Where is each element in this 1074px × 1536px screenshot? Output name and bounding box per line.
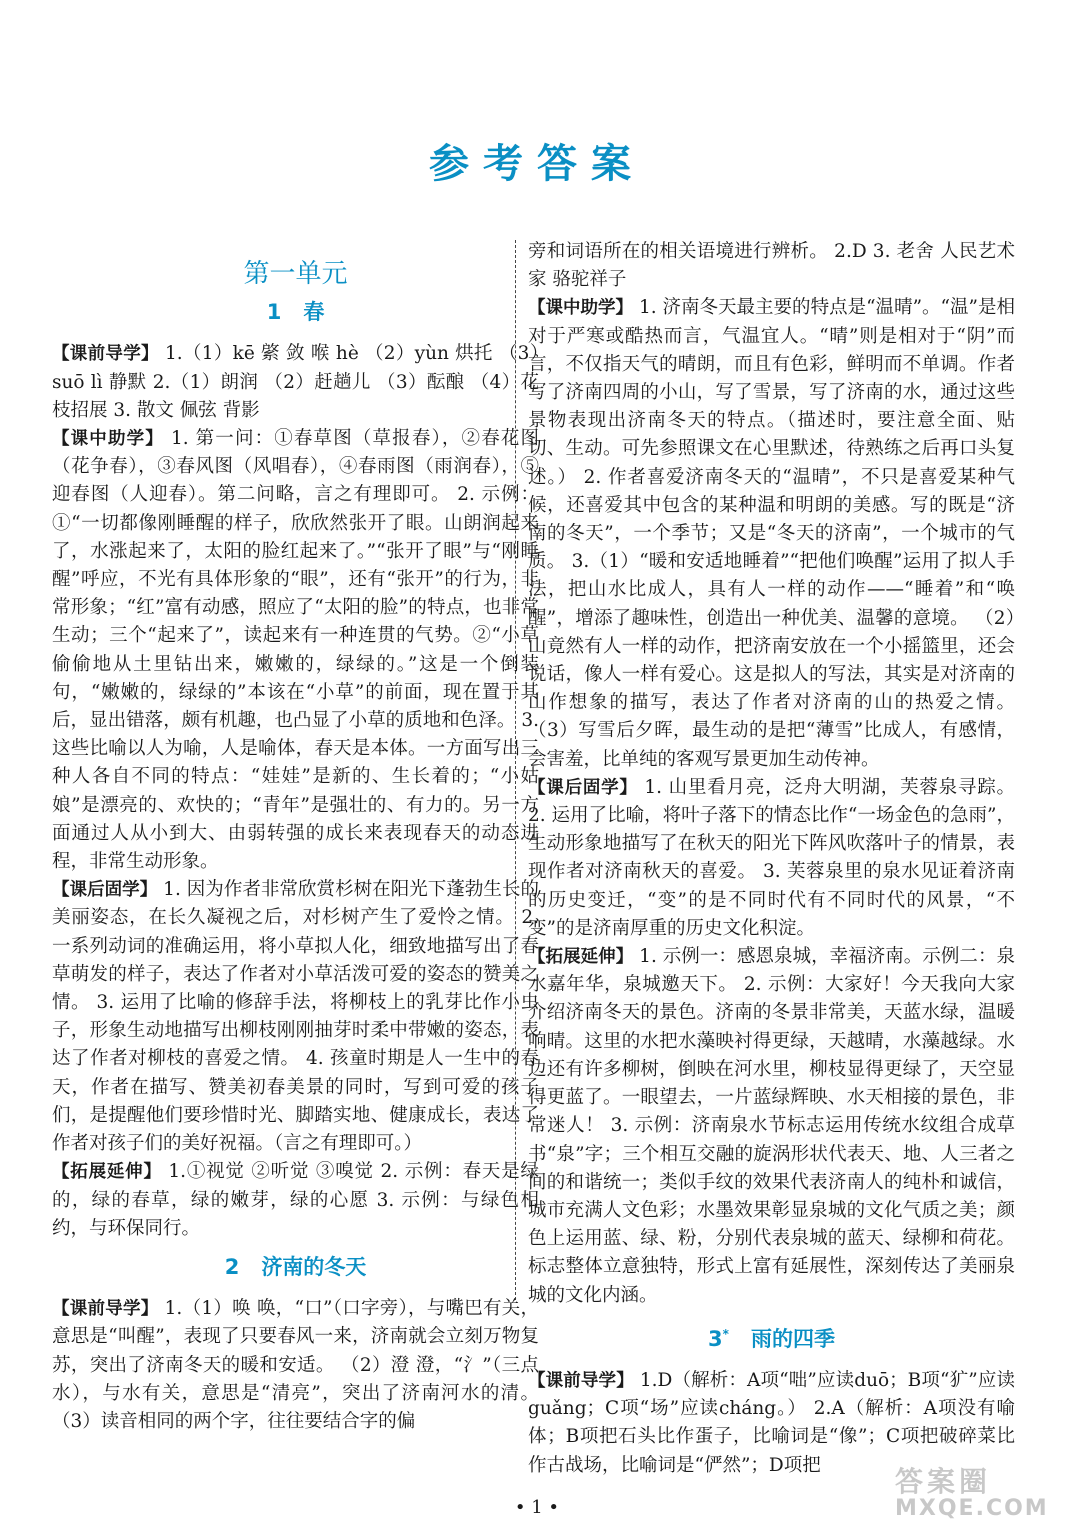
lesson-title: 雨的四季 <box>750 1326 835 1351</box>
answer-text: 1. 因为作者非常欣赏杉树在阳光下蓬勃生长的美丽姿态，在长久凝视之后，对杉树产生了爱怜之情。 2. 一系列动词的准确运用，将小草拟人化，细致地描写出了春草萌发的样子，表达了作者对小草活泼可爱的姿态的赞美之情。 3. 运用了比喻的修辞手法，将柳枝上的乳芽比作小虫子，形象生动地描写出柳枝刚刚抽芽时柔中带嫩的姿态，表达了作者对柳枝的喜爱之情。 4. 孩童时期是人一生中的春天，作者在描写、赞美初春美景的同时，写到可爱的孩子们，是提醒他们要珍惜时光、脚踏实地、健康成长，表达了作者对孩子们的美好祝福。（言之有理即可。） <box>52 879 539 1155</box>
lesson-3-heading <box>528 1320 1015 1353</box>
section-tag: 【拓展延伸】 <box>528 947 634 968</box>
answer-paragraph <box>52 876 539 1158</box>
watermark-url: MXQE.COM <box>895 1496 1049 1521</box>
unit-heading: 第一单元 <box>243 259 348 289</box>
optional-star: * <box>722 1326 729 1341</box>
answer-text: 1. 山里看月亮，泛舟大明湖，芙蓉泉寻踪。 2. 运用了比喻，将叶子落下的情态比作“一场金色的急雨”，生动形象地描写了在秋天的阳光下阵风吹落叶子的情景，表现作者对济南秋天的喜爱。 3. 芙蓉泉里的泉水见证着济南的历史变迁，“变”的是不同时代有不同时代的风景，“不变”的是济南厚重的历史文化积淀。 <box>528 776 1015 939</box>
answer-paragraph <box>528 943 1015 1310</box>
answer-paragraph <box>528 294 1015 773</box>
watermark-text: 答案圈 <box>895 1465 992 1498</box>
lesson-number: 1 <box>266 300 282 325</box>
answer-text: 1.D（解析：A项“咄”应读duō；B项“犷”应读guǎng；C项“场”应读cháng。） 2.A（解析：A项没有喻体；B项把石头比作蛋子，比喻词是“像”；C项把破碎菜比作古战场，比喻词是“俨然”；D项把 <box>528 1369 1016 1476</box>
section-tag: 【课后固学】 <box>528 777 638 798</box>
lesson-number-value: 3 <box>708 1326 723 1351</box>
page-number: • 1 • <box>514 1497 560 1518</box>
lesson-number: 2 <box>224 1254 240 1279</box>
section-tag: 【拓展延伸】 <box>52 1162 162 1183</box>
answer-paragraph <box>52 1295 539 1436</box>
section-tag: 【课前导学】 <box>528 1370 634 1391</box>
page-title: 参考答案 <box>429 141 645 187</box>
lesson-title: 济南的冬天 <box>261 1254 367 1279</box>
left-column <box>52 238 539 1436</box>
right-column <box>528 238 1015 1480</box>
section-tag: 【课前导学】 <box>52 1299 159 1320</box>
answer-text: 1. 示例一：感恩泉城，幸福济南。示例二：泉水嘉年华，泉城邀天下。 2. 示例：大家好！今天我向大家介绍济南冬天的景色。济南的冬景非常美，天蓝水绿，温暖响晴。这里的水把水藻映衬得更绿，天越晴，水藻越绿。水边还有许多柳树，倒映在河水里，柳枝显得更绿了，天空显得更蓝了。一眼望去，一片蓝绿辉映、水天相接的景色，非常迷人！ 3. 示例：济南泉水节标志运用传统水纹组合成草书“泉”字；三个相互交融的旋涡形状代表天、地、人三者之间的和谐统一；类似手纹的效果代表济南人的纯朴和诚信，城市充满人文色彩；水墨效果彰显泉城的文化气质之美；颜色上运用蓝、绿、粉，分别代表泉城的蓝天、绿柳和荷花。标志整体立意独特，形式上富有延展性，深刻传达了美丽泉城的文化内涵。 <box>528 946 1015 1306</box>
section-tag: 【课后固学】 <box>52 880 158 901</box>
answer-text: 1.①视觉 ②听觉 ③嗅觉 2. 示例：春天是绿的，绿的春草，绿的嫩芽，绿的心愿 3. 示例：与绿色相约，与环保同行。 <box>52 1161 539 1239</box>
answer-paragraph <box>52 340 539 425</box>
lesson-number <box>708 1327 729 1351</box>
section-tag: 【课中助学】 <box>52 429 164 450</box>
answer-paragraph <box>528 774 1015 943</box>
answer-text: 旁和词语所在的相关语境进行辨析。 2.D 3. 老舍 人民艺术家 骆驼祥子 <box>528 241 1015 291</box>
section-tag: 【课前导学】 <box>52 344 159 365</box>
answer-paragraph <box>528 238 1015 294</box>
lesson-title: 春 <box>303 300 325 325</box>
lesson-2-heading <box>52 1253 539 1281</box>
answer-text: 1. 济南冬天最主要的特点是“温晴”。“温”是相对于严寒或酷热而言，气温宜人。“晴”则是相对于“阴”而言，不仅指天气的晴朗，而且有色彩，鲜明而不单调。作者写了济南四周的小山，写了雪景，写了济南的水，通过这些景物表现出济南冬天的特点。（描述时，要注意全面、贴切、生动。可先参照课文在心里默述，待熟练之后再口头复述。） 2. 作者喜爱济南冬天的“温晴”，不只是喜爱某种气候，还喜爱其中包含的某种温和明朗的美感。写的既是“济南的冬天”，一个季节；又是“冬天的济南”，一个城市的气质。 3.（1）“暖和安适地睡着”“把他们唤醒”运用了拟人手法，把山水比成人，具有人一样的动作——“睡着”和“唤醒”，增添了趣味性，创造出一种优美、温馨的意境。 （2）山竟然有人一样的动作，把济南安放在一个小摇篮里，还会说话，像人一样有爱心。这是拟人的写法，其实是对济南的山作想象的描写，表达了作者对济南的山的热爱之情。 （3）写雪后夕晖，最生动的是把“薄雪”比成人，有感情，会害羞，比单纯的客观写景更加生动传神。 <box>528 297 1016 770</box>
answer-text: 1. 第一问：①春草图（草报春），②春花图（花争春），③春风图（风唱春），④春雨图（雨润春），⑤迎春图（人迎春）。第二问略，言之有理即可。 2. 示例：①“一切都像刚睡醒的样子，欣欣然张开了眼。山朗润起来了，水涨起来了，太阳的脸红起来了。”“张开了眼”与“刚睡醒”呼应，不光有具体形象的“眼”，还有“张开”的行为，非常形象；“红”富有动感，照应了“太阳的脸”的特点，也非常生动；三个“起来了”，读起来有一种连贯的气势。②“小草偷偷地从土里钻出来，嫩嫩的，绿绿的。”这是一个倒装句，“嫩嫩的，绿绿的”本该在“小草”的前面，现在置于其后，显出错落，颇有机趣，也凸显了小草的质地和色泽。 3. 这些比喻以人为喻，人是喻体，春天是本体。一方面写出三种人各自不同的特点：“娃娃”是新的、生长着的；“小姑娘”是漂亮的、欢快的；“青年”是强壮的、有力的。另一方面通过人从小到大、由弱转强的成长来表现春天的动态进程，非常生动形象。 <box>52 428 539 873</box>
section-tag: 【课中助学】 <box>528 298 634 319</box>
answer-text: 1.（1）kē 綮 敛 喉 hè （2）yùn 烘托 （3）suō lì 静默 2.（1）朗润 （2）赶趟儿 （3）酝酿 （4）花枝招展 3. 散文 佩弦 背影 <box>52 343 540 421</box>
answer-text: 1.（1）唤 唤，“口”（口字旁），与嘴巴有关，意思是“叫醒”，表现了只要春风一来，济南就会立刻万物复苏，突出了济南冬天的暖和安适。 （2）澄 澄，“氵”（三点水），与水有关，意思是“清亮”，突出了济南河水的清。 （3）读音相同的两个字，往往要结合字的偏 <box>52 1298 539 1432</box>
lesson-1-heading <box>52 298 539 326</box>
watermark-logo <box>895 1460 1065 1530</box>
answer-paragraph <box>52 425 539 876</box>
answer-paragraph <box>52 1158 539 1243</box>
